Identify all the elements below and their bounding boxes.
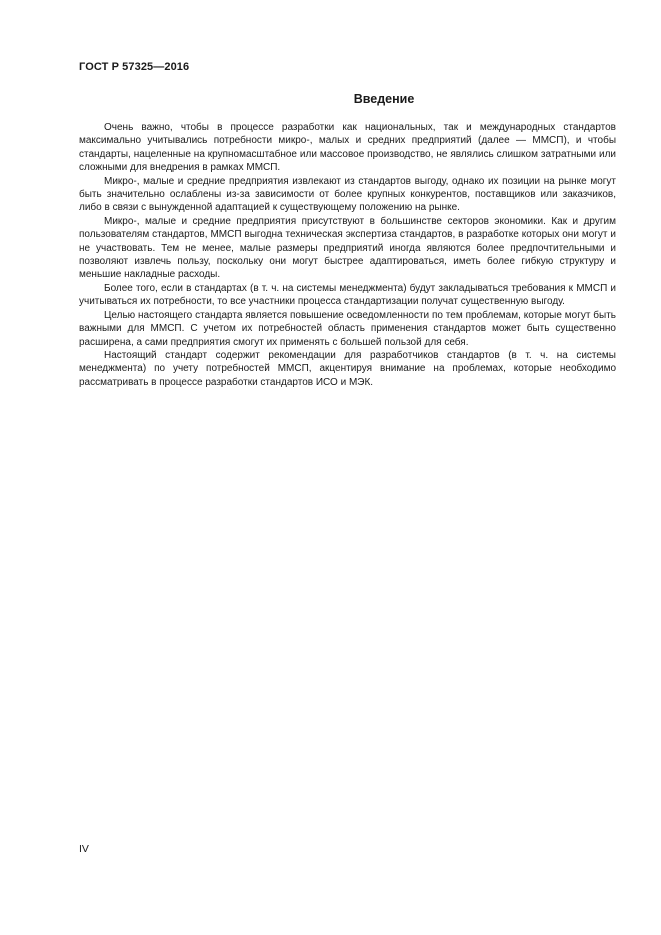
section-title: Введение [353, 92, 415, 106]
paragraph: Очень важно, чтобы в процессе разработки как национальных, так и международных стандартов максимально учитывались потребности микро-, малых и средних предприятий (далее — ММСП), и чтобы стандарты, нацеленные на крупномасштабное или массовое производство, не являлись слишком затратными или сложными для внедрения в рамках ММСП. [79, 122, 616, 174]
page-number: IV [79, 843, 89, 855]
paragraph: Более того, если в стандартах (в т. ч. на системы менеджмента) будут закладываться требования к ММСП и учитываться их потребности, то все участники процесса стандартизации получат существенную выгоду. [79, 282, 616, 308]
introduction-body [79, 121, 616, 389]
paragraph: Настоящий стандарт содержит рекомендации для разработчиков стандартов (в т. ч. на системы менеджмента) по учету потребностей ММСП, акцентируя внимание на проблемах, которые необходимо рассматривать в процессе разработки стандартов ИСО и МЭК. [79, 349, 616, 388]
document-code: ГОСТ Р 57325—2016 [79, 61, 190, 73]
paragraph: Микро-, малые и средние предприятия извлекают из стандартов выгоду, однако их позиции на рынке могут быть значительно ослаблены из-за зависимости от более крупных конкурентов, поставщиков или заказчиков, либо в связи с вынужденной адаптацией к существующему положению на рынке. [79, 175, 616, 214]
paragraph: Микро-, малые и средние предприятия присутствуют в большинстве секторов экономики. Как и другим пользователям стандартов, ММСП выгодна техническая экспертиза стандартов, в разработке которых они могут и не участвовать. Тем не менее, малые размеры предприятий иногда являются более предпочтительными и позволяют извлечь пользу, поскольку они могут быстрее адаптироваться, иметь более гибкую структуру и меньшие накладные расходы. [79, 215, 616, 281]
paragraph: Целью настоящего стандарта является повышение осведомленности по тем проблемам, которые могут быть важными для ММСП. С учетом их потребностей область применения стандартов может быть существенно расширена, а сами предприятия смогут их применять с большей пользой для себя. [79, 309, 616, 348]
